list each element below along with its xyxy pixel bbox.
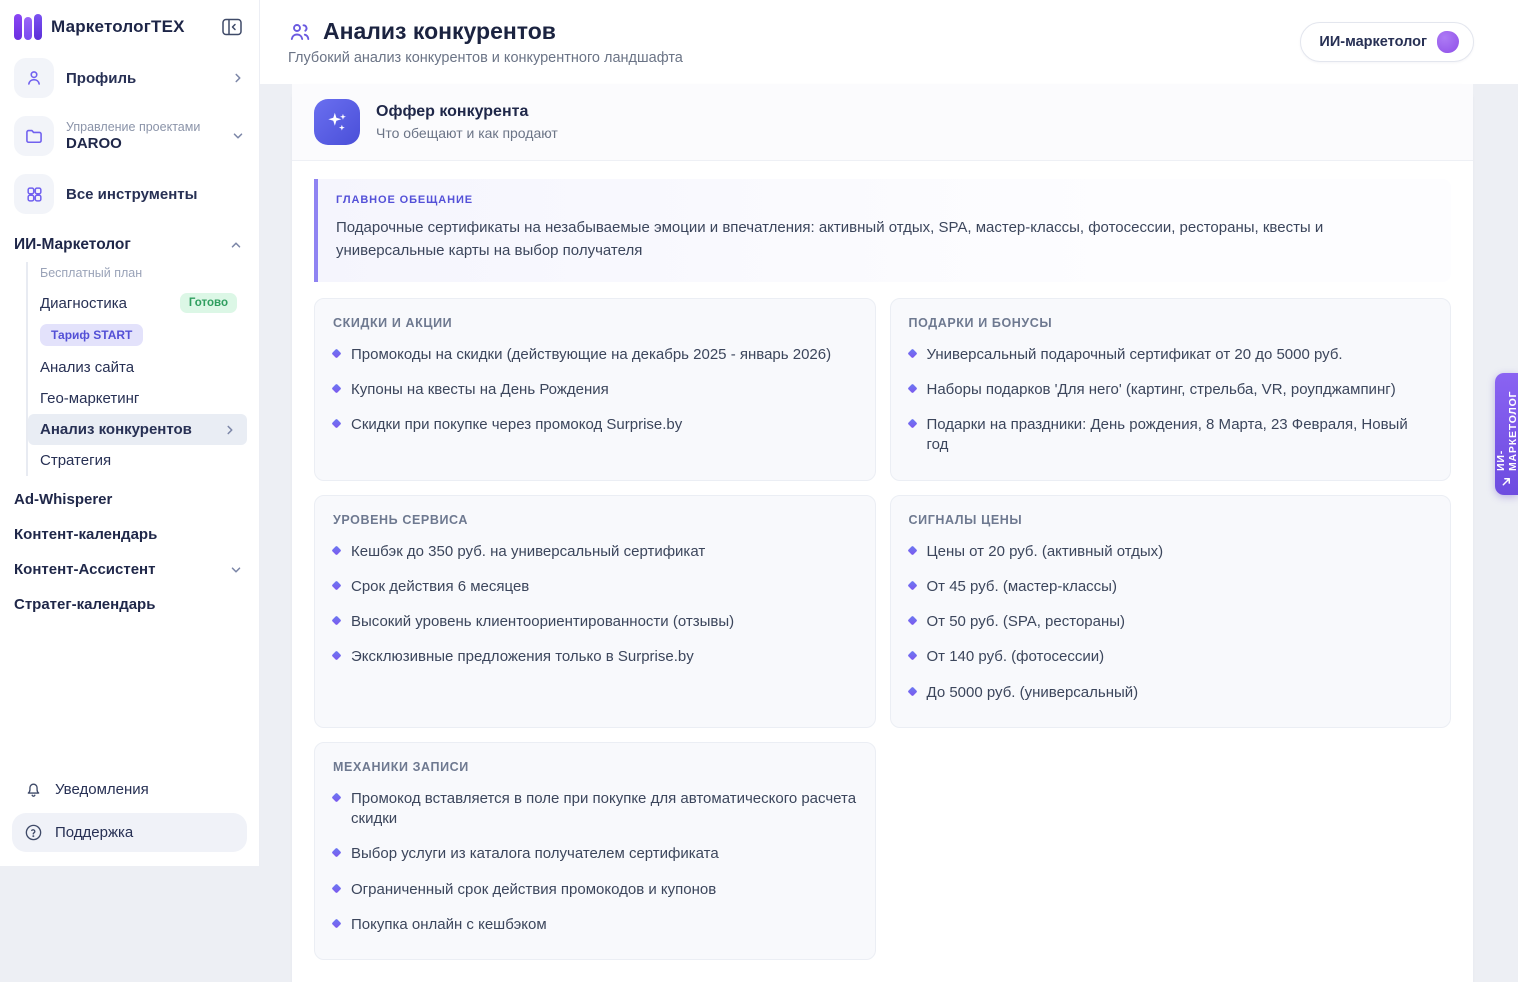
sections-grid	[314, 298, 1451, 961]
ai-marketer-button-label: ИИ-маркетолог	[1319, 34, 1427, 50]
diamond-bullet-icon	[907, 651, 917, 661]
sidebar-nav	[0, 50, 259, 756]
diamond-bullet-icon	[332, 883, 342, 893]
main-area	[260, 0, 1518, 866]
section-booking-mechanics	[314, 742, 876, 960]
diamond-bullet-icon	[907, 686, 917, 696]
logo-text: МаркетологТЕХ	[51, 17, 185, 37]
diamond-bullet-icon	[907, 348, 917, 358]
sidebar-item-label: Контент-календарь	[14, 526, 157, 543]
collapse-panel-icon	[222, 18, 242, 36]
main-promise-label: ГЛАВНОЕ ОБЕЩАНИЕ	[336, 194, 1431, 206]
page-header-left	[288, 18, 683, 66]
ai-marketer-side-tab[interactable]	[1495, 373, 1518, 495]
project-management-label: Управление проектами	[66, 120, 200, 134]
list-item: Промокод вставляется в поле при покупке для автоматического расчета скидки	[333, 789, 857, 830]
main-promise-block	[314, 179, 1451, 282]
list-item: Выбор услуги из каталога получателем сертификата	[333, 844, 857, 864]
diamond-bullet-icon	[332, 651, 342, 661]
sidebar-item-label: Гео-маркетинг	[40, 390, 139, 407]
help-circle-icon	[24, 823, 43, 842]
list-item: Срок действия 6 месяцев	[333, 577, 857, 597]
sidebar-footer	[0, 756, 259, 866]
sidebar-collapse-button[interactable]	[219, 14, 245, 40]
sidebar-section-ai-marketer[interactable]	[12, 226, 247, 262]
folder-icon	[14, 116, 54, 156]
list-item: Универсальный подарочный сертификат от 20 до 5000 руб.	[909, 345, 1433, 365]
sidebar-item-geo-marketing[interactable]	[28, 383, 247, 414]
list-item: Промокоды на скидки (действующие на декабрь 2025 - январь 2026)	[333, 345, 857, 365]
list-item: От 50 руб. (SPA, рестораны)	[909, 612, 1433, 632]
sidebar-item-strategy[interactable]	[28, 445, 247, 476]
sidebar-item-site-analysis[interactable]	[28, 352, 247, 383]
diamond-bullet-icon	[332, 918, 342, 928]
notifications-button[interactable]	[12, 770, 247, 809]
users-icon	[288, 20, 312, 44]
diamond-bullet-icon	[332, 545, 342, 555]
sidebar-item-ad-whisperer[interactable]	[12, 482, 247, 517]
sidebar-item-label: Профиль	[66, 70, 219, 87]
diamond-bullet-icon	[332, 848, 342, 858]
sidebar-item-strategist-calendar[interactable]	[12, 587, 247, 622]
chevron-down-icon	[229, 563, 243, 577]
sidebar-item-label: Анализ конкурентов	[40, 421, 192, 438]
user-icon	[14, 58, 54, 98]
support-button[interactable]	[12, 813, 247, 852]
page-header	[260, 0, 1518, 84]
section-title: СИГНАЛЫ ЦЕНЫ	[909, 513, 1433, 527]
list-item: Купоны на квесты на День Рождения	[333, 380, 857, 400]
bell-icon	[24, 780, 43, 799]
list-item: Ограниченный срок действия промокодов и купонов	[333, 880, 857, 900]
section-price-signals	[890, 495, 1452, 728]
sidebar-item-label: Диагностика	[40, 295, 127, 312]
diamond-bullet-icon	[332, 419, 342, 429]
diamond-bullet-icon	[907, 580, 917, 590]
diamond-bullet-icon	[332, 348, 342, 358]
logo	[14, 14, 185, 40]
sidebar-item-content-assistant[interactable]	[12, 552, 247, 587]
tariff-start-badge: Тариф START	[40, 324, 143, 346]
arrow-up-right-icon	[1501, 476, 1512, 487]
list-item: От 45 руб. (мастер-классы)	[909, 577, 1433, 597]
list-item: Наборы подарков 'Для него' (картинг, стрельба, VR, роупджампинг)	[909, 380, 1433, 400]
chevron-down-icon	[231, 129, 245, 143]
diamond-bullet-icon	[907, 545, 917, 555]
notifications-label: Уведомления	[55, 781, 149, 798]
diamond-bullet-icon	[907, 419, 917, 429]
chevron-right-icon	[231, 71, 245, 85]
section-gifts-bonuses	[890, 298, 1452, 481]
support-label: Поддержка	[55, 824, 133, 841]
competitor-offer-card	[292, 84, 1473, 982]
sidebar-item-competitor-analysis[interactable]	[28, 414, 247, 445]
diamond-bullet-icon	[332, 616, 342, 626]
sidebar-item-label	[66, 118, 219, 154]
diamond-bullet-icon	[907, 616, 917, 626]
sidebar-header	[0, 0, 259, 50]
diamond-bullet-icon	[332, 792, 342, 802]
list-item: Высокий уровень клиентоориентированности (отзывы)	[333, 612, 857, 632]
sidebar-item-all-tools[interactable]	[12, 168, 247, 220]
diamond-bullet-icon	[332, 383, 342, 393]
list-item: Кешбэк до 350 руб. на универсальный сертификат	[333, 542, 857, 562]
list-item: Скидки при покупке через промокод Surprise.by	[333, 415, 857, 435]
sidebar-item-diagnostics[interactable]	[28, 286, 247, 320]
sidebar-item-label: Стратегия	[40, 452, 111, 469]
card-header	[292, 84, 1473, 161]
page-subtitle: Глубокий анализ конкурентов и конкурентного ландшафта	[288, 50, 683, 66]
sidebar	[0, 0, 260, 866]
list-item: Подарки на праздники: День рождения, 8 Марта, 23 Февраля, Новый год	[909, 415, 1433, 456]
ai-marketer-submenu	[26, 262, 247, 476]
sidebar-item-label: Стратег-календарь	[14, 596, 155, 613]
sidebar-item-label: Ad-Whisperer	[14, 491, 112, 508]
sidebar-item-label: Контент-Ассистент	[14, 561, 155, 578]
sidebar-item-content-calendar[interactable]	[12, 517, 247, 552]
list-item: Цены от 20 руб. (активный отдых)	[909, 542, 1433, 562]
grid-icon	[14, 174, 54, 214]
sidebar-item-label: Все инструменты	[66, 186, 245, 203]
card-title: Оффер конкурента	[376, 103, 558, 121]
list-item: До 5000 руб. (универсальный)	[909, 683, 1433, 703]
section-discounts	[314, 298, 876, 481]
section-title: МЕХАНИКИ ЗАПИСИ	[333, 760, 857, 774]
list-item: От 140 руб. (фотосессии)	[909, 647, 1433, 667]
section-title: СКИДКИ И АКЦИИ	[333, 316, 857, 330]
list-item: Покупка онлайн с кешбэком	[333, 915, 857, 935]
page-title: Анализ конкурентов	[323, 18, 556, 45]
chevron-right-icon	[223, 423, 237, 437]
content-area	[260, 84, 1518, 982]
diamond-bullet-icon	[907, 383, 917, 393]
ai-blob-icon	[1437, 31, 1459, 53]
sparkles-icon	[314, 99, 360, 145]
done-badge: Готово	[180, 293, 237, 313]
list-item: Эксклюзивные предложения только в Surprise.by	[333, 647, 857, 667]
logo-icon	[14, 14, 42, 40]
section-title: УРОВЕНЬ СЕРВИСА	[333, 513, 857, 527]
diamond-bullet-icon	[332, 580, 342, 590]
chevron-up-icon	[229, 238, 243, 252]
card-subtitle: Что обещают и как продают	[376, 125, 558, 141]
project-name: DAROO	[66, 135, 122, 152]
side-tab-label: ИИ-МАРКЕТОЛОГ	[1495, 381, 1518, 471]
ai-marketer-button[interactable]	[1300, 22, 1474, 62]
sidebar-item-profile[interactable]	[12, 52, 247, 104]
section-title: ПОДАРКИ И БОНУСЫ	[909, 316, 1433, 330]
sidebar-item-label: Анализ сайта	[40, 359, 134, 376]
tariff-badge-row	[28, 320, 247, 352]
free-plan-label: Бесплатный план	[28, 262, 247, 286]
section-label: ИИ-Маркетолог	[14, 236, 131, 254]
section-service-level	[314, 495, 876, 728]
sidebar-item-project-management[interactable]	[12, 110, 247, 162]
main-promise-text: Подарочные сертификаты на незабываемые эмоции и впечатления: активный отдых, SPA, мастер-классы, фотосессии, рестораны, квесты и универсальные карты на выбор получателя	[336, 216, 1431, 263]
